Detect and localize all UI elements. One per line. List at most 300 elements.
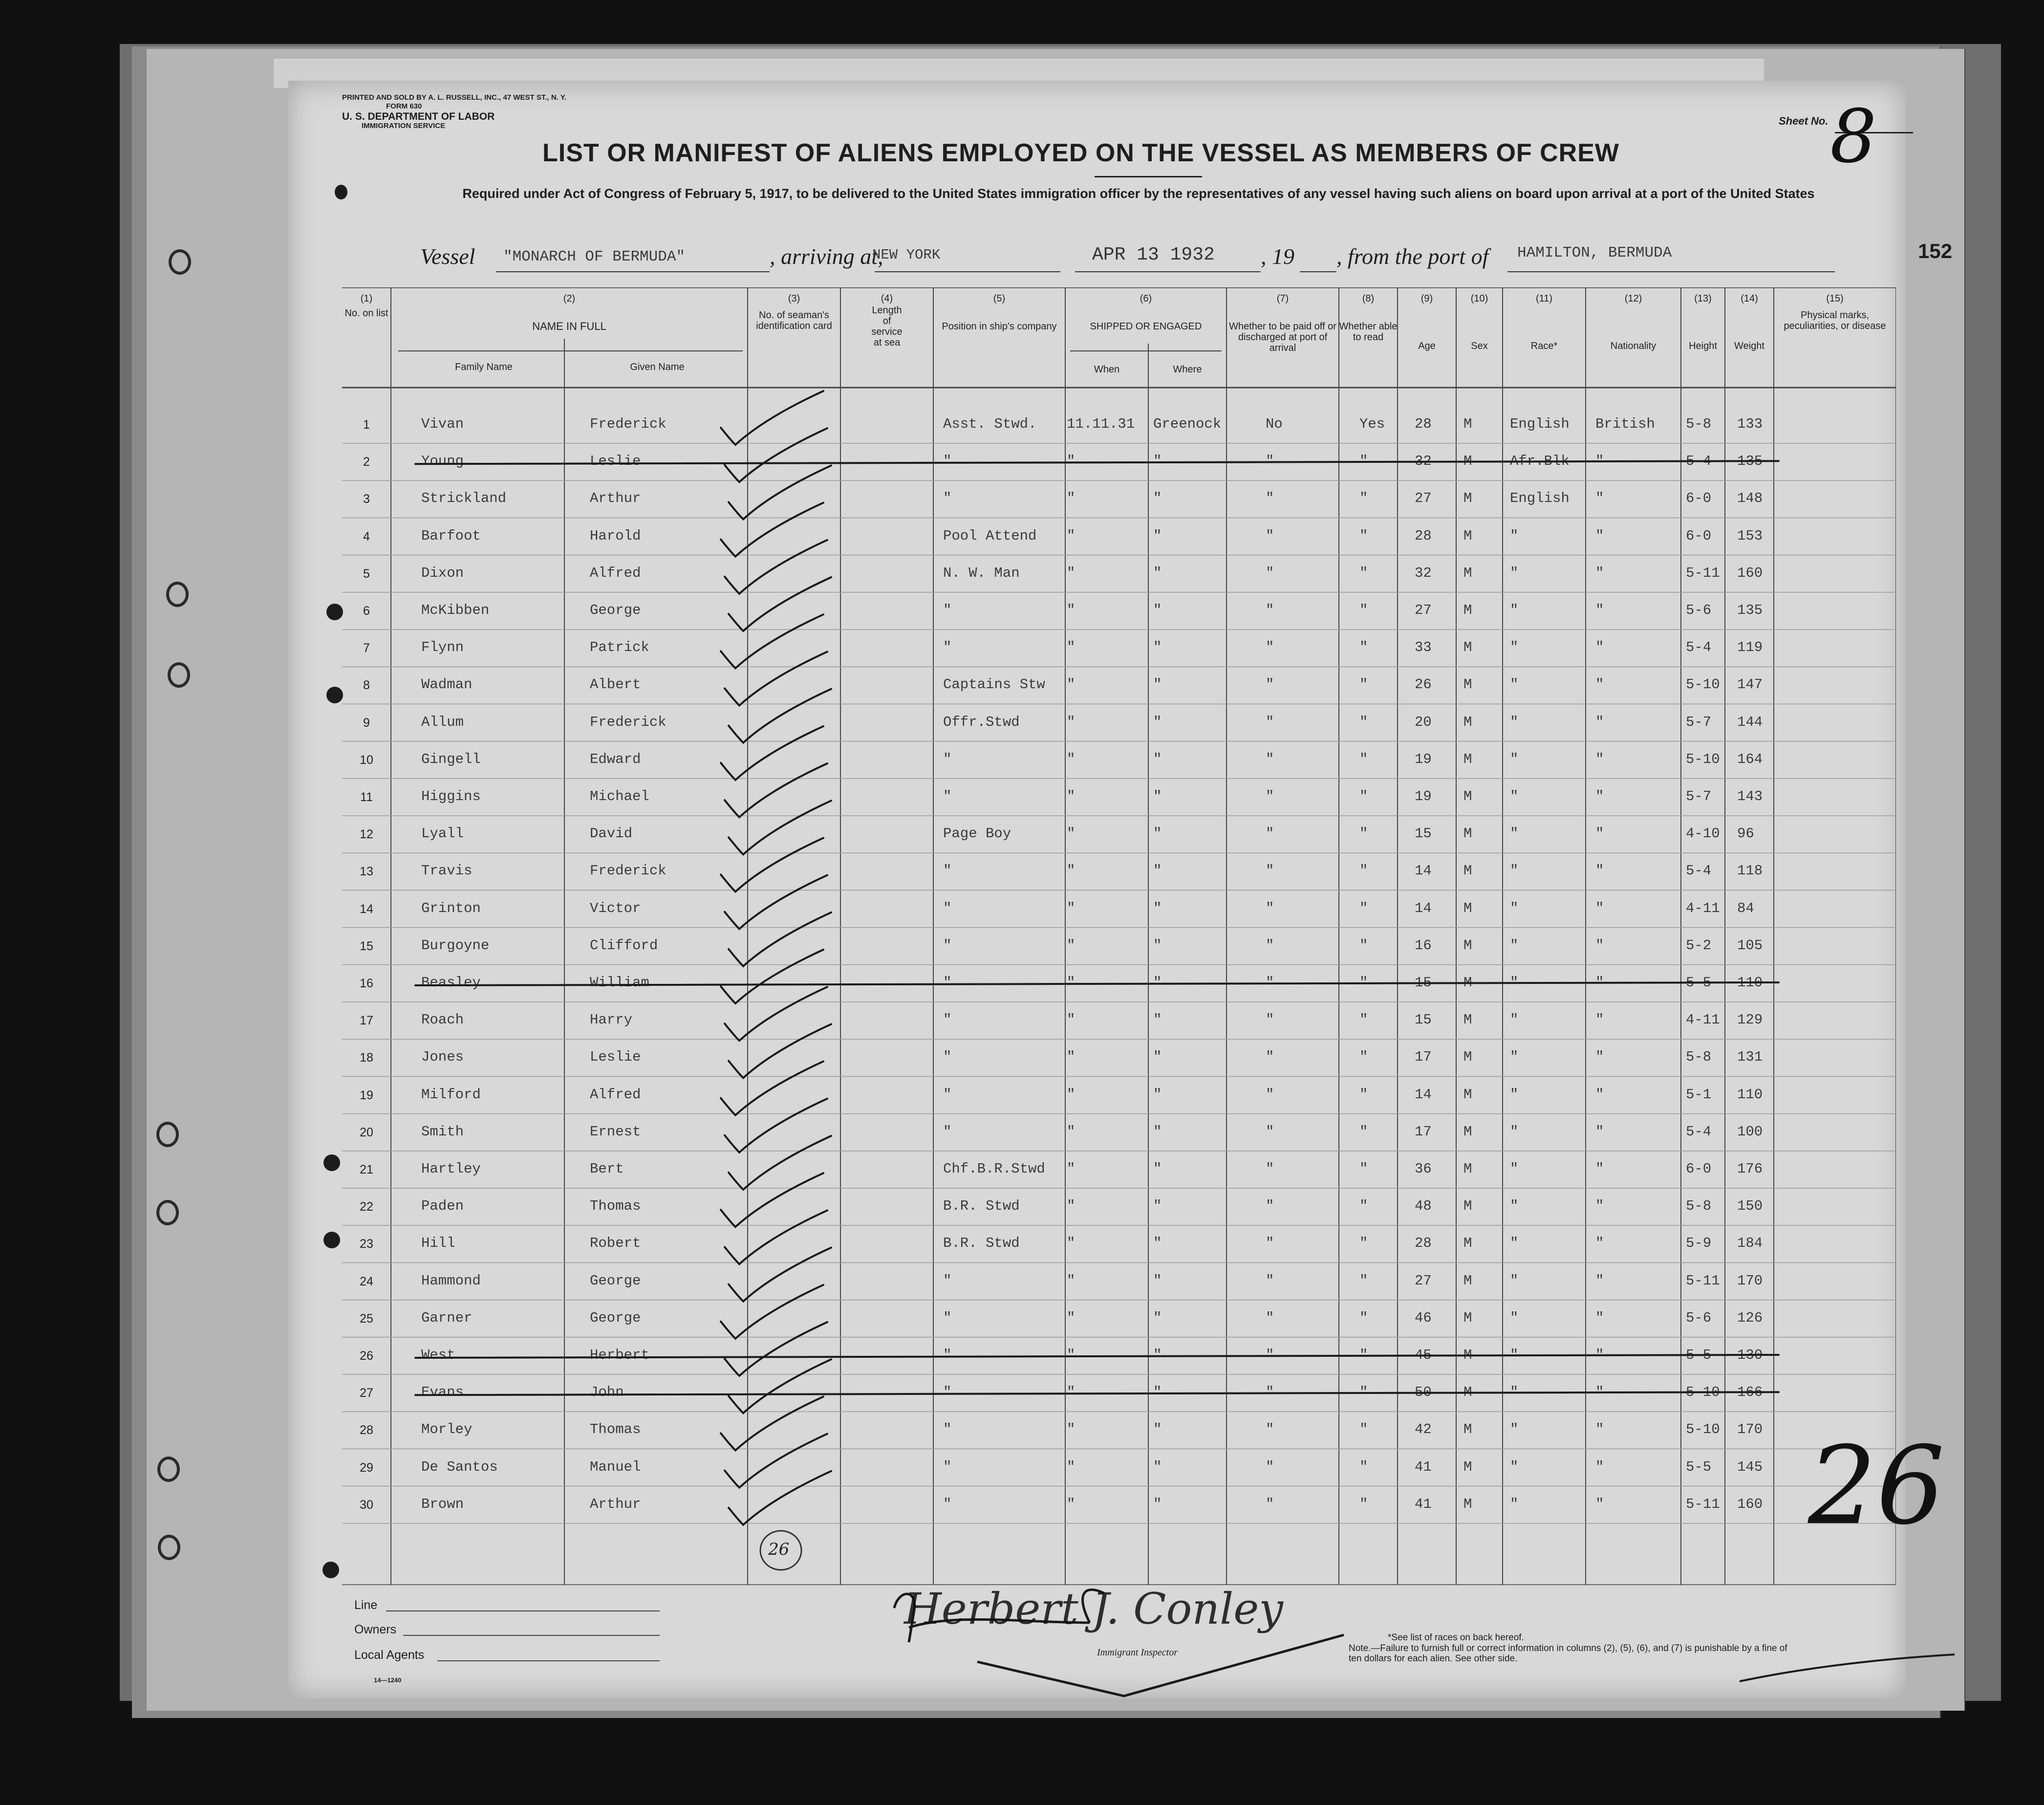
cell-when: ": [1067, 490, 1076, 507]
row-number: 20: [360, 1125, 373, 1139]
cell-position: ": [943, 751, 952, 767]
circled-count: 26: [768, 1540, 790, 1559]
cell-weight: 129: [1737, 1012, 1763, 1028]
cell-given: Arthur: [590, 490, 641, 507]
cell-nationality: ": [1595, 490, 1604, 507]
cell-paid: ": [1266, 826, 1274, 842]
cell-family: Gingell: [421, 751, 481, 767]
binder-ring-icon: [169, 249, 191, 275]
cell-age: 15: [1415, 826, 1432, 842]
cell-where: ": [1153, 565, 1162, 581]
cell-read: ": [1359, 602, 1368, 618]
cell-age: 28: [1415, 416, 1432, 432]
cell-family: Evans: [421, 1384, 464, 1401]
cell-read: ": [1359, 863, 1368, 879]
col-6-label: SHIPPED OR ENGAGED: [1090, 321, 1202, 332]
row-number: 5: [363, 566, 370, 581]
cell-read: ": [1359, 714, 1368, 730]
cell-when: ": [1067, 602, 1076, 618]
cell-weight: 135: [1737, 602, 1763, 618]
from-port: HAMILTON, BERMUDA: [1517, 244, 1672, 261]
cell-nationality: ": [1595, 937, 1604, 954]
cell-position: ": [943, 602, 952, 618]
cell-when: ": [1067, 1049, 1076, 1066]
cell-read: ": [1359, 900, 1368, 916]
cell-read: ": [1359, 1086, 1368, 1103]
col-15-label: Physical marks, peculiarities, or disease: [1784, 310, 1886, 331]
owners-label: Owners: [354, 1623, 397, 1636]
cell-weight: 130: [1737, 1347, 1763, 1363]
cell-family: Travis: [421, 863, 473, 879]
cell-given: Frederick: [590, 714, 667, 730]
cell-age: 26: [1415, 676, 1432, 693]
cell-race: English: [1510, 490, 1570, 507]
cell-height: 5-5: [1686, 1347, 1712, 1363]
family-name-header: Family Name: [455, 362, 513, 372]
cell-age: 28: [1415, 1235, 1432, 1252]
cell-race: ": [1510, 1235, 1519, 1252]
cell-given: Thomas: [590, 1421, 641, 1438]
title-rule: [1095, 176, 1202, 177]
cell-where: ": [1153, 676, 1162, 693]
cell-sex: M: [1463, 937, 1472, 954]
cell-paid: ": [1266, 751, 1274, 767]
cell-given: Arthur: [590, 1496, 641, 1512]
cell-position: ": [943, 453, 952, 470]
cell-when: ": [1067, 975, 1076, 991]
cell-when: 11.11.31: [1067, 416, 1135, 432]
cell-when: ": [1067, 1496, 1076, 1512]
cell-when: ": [1067, 937, 1076, 954]
cell-given: Herbert: [590, 1347, 649, 1363]
col-9-number: (9): [1420, 293, 1433, 304]
cell-family: Burgoyne: [421, 937, 490, 954]
cell-where: ": [1153, 1309, 1162, 1326]
cell-height: 5-11: [1686, 1496, 1720, 1512]
cell-family: Beasley: [421, 975, 481, 991]
cell-weight: 147: [1737, 676, 1763, 693]
cell-paid: ": [1266, 1347, 1274, 1363]
cell-family: Garner: [421, 1309, 473, 1326]
row-number: 17: [360, 1014, 373, 1028]
printer-line: PRINTED AND SOLD BY A. L. RUSSELL, INC., 47 WEST ST., N. Y.: [342, 93, 567, 102]
cell-height: 5-10: [1686, 1421, 1720, 1438]
cell-nationality: ": [1595, 1421, 1604, 1438]
cell-where: ": [1153, 1272, 1162, 1289]
cell-given: Patrick: [590, 639, 649, 656]
cell-where: ": [1153, 1384, 1162, 1401]
cell-sex: M: [1463, 453, 1472, 470]
cell-nationality: ": [1595, 676, 1604, 693]
cell-weight: 131: [1737, 1049, 1763, 1066]
cell-when: ": [1067, 1123, 1076, 1140]
cell-weight: 150: [1737, 1198, 1763, 1215]
col-7-header: [1226, 293, 1339, 353]
col-10-header: [1456, 293, 1503, 351]
row-number: 24: [360, 1274, 373, 1288]
binder-ring-icon: [166, 582, 189, 607]
cell-weight: 170: [1737, 1421, 1763, 1438]
cell-weight: 160: [1737, 1496, 1763, 1512]
cell-height: 5-4: [1686, 863, 1712, 879]
cell-read: ": [1359, 565, 1368, 581]
col-7-label: Whether to be paid off or discharged at port of arrival: [1229, 321, 1336, 353]
col-14-label: Weight: [1734, 341, 1764, 351]
cell-race: ": [1510, 1272, 1519, 1289]
cell-paid: ": [1266, 863, 1274, 879]
row-number: 16: [360, 977, 373, 990]
punch-hole-icon: [326, 687, 343, 703]
cell-age: 41: [1415, 1496, 1432, 1512]
cell-age: 32: [1415, 453, 1432, 470]
cell-family: Dixon: [421, 565, 464, 581]
row-number: 2: [363, 455, 370, 469]
cell-weight: 176: [1737, 1161, 1763, 1177]
cell-race: ": [1510, 975, 1519, 991]
cell-weight: 110: [1737, 1086, 1763, 1103]
cell-race: ": [1510, 714, 1519, 730]
cell-age: 19: [1415, 788, 1432, 805]
cell-height: 5-5: [1686, 1458, 1712, 1475]
cell-sex: M: [1463, 1496, 1472, 1512]
row-number: 21: [360, 1163, 373, 1176]
cell-height: 5-4: [1686, 639, 1712, 656]
cell-race: ": [1510, 602, 1519, 618]
cell-age: 28: [1415, 527, 1432, 544]
cell-sex: M: [1463, 602, 1472, 618]
cell-paid: No: [1266, 416, 1283, 432]
cell-race: ": [1510, 1012, 1519, 1028]
date-underline: [1075, 271, 1261, 272]
cell-sex: M: [1463, 416, 1472, 432]
cell-position: ": [943, 1496, 952, 1512]
row-number: 27: [360, 1386, 373, 1400]
cell-paid: ": [1266, 1384, 1274, 1401]
punch-hole-icon: [335, 185, 347, 199]
cell-sex: M: [1463, 1458, 1472, 1475]
cell-read: ": [1359, 1272, 1368, 1289]
cell-when: ": [1067, 1384, 1076, 1401]
cell-given: Albert: [590, 676, 641, 693]
cell-read: ": [1359, 676, 1368, 693]
cell-sex: M: [1463, 1049, 1472, 1066]
cell-paid: ": [1266, 676, 1274, 693]
cell-height: 4-10: [1686, 826, 1720, 842]
cell-nationality: ": [1595, 1458, 1604, 1475]
cell-nationality: ": [1595, 1384, 1604, 1401]
cell-family: Wadman: [421, 676, 473, 693]
cell-age: 17: [1415, 1123, 1432, 1140]
cell-read: ": [1359, 527, 1368, 544]
cell-paid: ": [1266, 900, 1274, 916]
cell-nationality: ": [1595, 1198, 1604, 1215]
from-label: , from the port of: [1336, 244, 1489, 269]
cell-position: ": [943, 1049, 952, 1066]
cell-family: McKibben: [421, 602, 490, 618]
cell-sex: M: [1463, 1384, 1472, 1401]
cell-nationality: ": [1595, 751, 1604, 767]
row-number: 29: [360, 1460, 373, 1475]
cell-sex: M: [1463, 900, 1472, 916]
cell-where: ": [1153, 751, 1162, 767]
cell-when: ": [1067, 639, 1076, 656]
cell-weight: 148: [1737, 490, 1763, 507]
cell-nationality: ": [1595, 863, 1604, 879]
cell-height: 5-4: [1686, 453, 1712, 470]
owners-underline: [403, 1635, 660, 1636]
cell-height: 4-11: [1686, 900, 1720, 916]
cell-paid: ": [1266, 1309, 1274, 1326]
cell-nationality: ": [1595, 1086, 1604, 1103]
cell-weight: 160: [1737, 565, 1763, 581]
given-name-header: Given Name: [630, 362, 685, 372]
col-14-header: [1725, 293, 1774, 351]
cell-read: ": [1359, 1347, 1368, 1363]
cell-race: ": [1510, 1347, 1519, 1363]
cell-paid: ": [1266, 639, 1274, 656]
cell-sex: M: [1463, 1421, 1472, 1438]
race-note: *See list of races on back hereof.: [1388, 1632, 1524, 1643]
penalty-note: Note.—Failure to furnish full or correct information in columns (2), (5), (6), and (7) is punishable by a fine of ten dollars for each alien. See other side.: [1349, 1643, 1787, 1664]
row-number: 7: [363, 641, 370, 655]
handwritten-total: 26: [1808, 1423, 1945, 1548]
cell-sex: M: [1463, 1272, 1472, 1289]
cell-given: George: [590, 1272, 641, 1289]
col-12-label: Nationality: [1610, 341, 1657, 351]
row-number: 13: [360, 865, 373, 879]
cell-race: ": [1510, 1049, 1519, 1066]
cell-weight: 96: [1737, 826, 1754, 842]
agents-underline: [437, 1660, 660, 1661]
cell-paid: ": [1266, 602, 1274, 618]
cell-race: ": [1510, 1384, 1519, 1401]
cell-read: ": [1359, 751, 1368, 767]
cell-when: ": [1067, 1161, 1076, 1177]
cell-given: Ernest: [590, 1123, 641, 1140]
cell-nationality: ": [1595, 1161, 1604, 1177]
cell-given: Alfred: [590, 565, 641, 581]
cell-race: ": [1510, 565, 1519, 581]
where-header: Where: [1173, 364, 1202, 375]
stamp-number: 152: [1918, 239, 1953, 262]
cell-family: Jones: [421, 1049, 464, 1066]
cell-when: ": [1067, 826, 1076, 842]
cell-family: Milford: [421, 1086, 481, 1103]
cell-position: ": [943, 900, 952, 916]
cell-where: ": [1153, 1235, 1162, 1252]
cell-paid: ": [1266, 1272, 1274, 1289]
cell-when: ": [1067, 453, 1076, 470]
cell-paid: ": [1266, 1421, 1274, 1438]
cell-given: George: [590, 1309, 641, 1326]
crew-table: [342, 287, 1896, 1585]
cell-age: 14: [1415, 900, 1432, 916]
cell-where: ": [1153, 1458, 1162, 1475]
cell-weight: 84: [1737, 900, 1754, 916]
cell-read: ": [1359, 1309, 1368, 1326]
col-6-header: [1065, 293, 1226, 332]
cell-age: 20: [1415, 714, 1432, 730]
cell-nationality: ": [1595, 1272, 1604, 1289]
cell-height: 5-10: [1686, 1384, 1720, 1401]
arriving-port: NEW YORK: [872, 247, 941, 263]
col-5-number: (5): [993, 293, 1006, 304]
table-grid: [342, 287, 1896, 1585]
cell-paid: ": [1266, 1235, 1274, 1252]
cell-race: ": [1510, 863, 1519, 879]
cell-sex: M: [1463, 565, 1472, 581]
when-header: When: [1094, 364, 1120, 375]
cell-nationality: ": [1595, 1049, 1604, 1066]
cell-given: Alfred: [590, 1086, 641, 1103]
cell-sex: M: [1463, 527, 1472, 544]
cell-nationality: British: [1595, 416, 1655, 432]
vessel-label: Vessel: [420, 244, 475, 269]
cell-height: 5-8: [1686, 1198, 1712, 1215]
cell-height: 5-6: [1686, 602, 1712, 618]
row-number: 23: [360, 1237, 373, 1251]
cell-read: Yes: [1359, 416, 1385, 432]
cell-when: ": [1067, 1272, 1076, 1289]
row-number: 14: [360, 902, 373, 916]
cell-read: ": [1359, 1049, 1368, 1066]
col-11-header: [1503, 293, 1586, 351]
cell-when: ": [1067, 565, 1076, 581]
cell-age: 27: [1415, 490, 1432, 507]
arriving-label: , arriving at,: [770, 244, 883, 269]
date-stamp: APR 13 1932: [1092, 244, 1215, 265]
cell-position: ": [943, 1384, 952, 1401]
cell-when: ": [1067, 1012, 1076, 1028]
cell-when: ": [1067, 863, 1076, 879]
cell-position: ": [943, 1421, 952, 1438]
cell-family: De Santos: [421, 1458, 498, 1475]
cell-paid: ": [1266, 490, 1274, 507]
cell-where: ": [1153, 453, 1162, 470]
cell-height: 6-0: [1686, 1161, 1712, 1177]
cell-age: 48: [1415, 1198, 1432, 1215]
col-15-header: [1774, 293, 1896, 331]
cell-sex: M: [1463, 751, 1472, 767]
cell-nationality: ": [1595, 1012, 1604, 1028]
cell-age: 14: [1415, 863, 1432, 879]
cell-family: West: [421, 1347, 455, 1363]
cell-position: ": [943, 1309, 952, 1326]
cell-paid: ": [1266, 1496, 1274, 1512]
cell-position: Page Boy: [943, 826, 1011, 842]
cell-weight: 164: [1737, 751, 1763, 767]
col-13-label: Height: [1689, 341, 1717, 351]
cell-height: 5-6: [1686, 1309, 1712, 1326]
cell-position: N. W. Man: [943, 565, 1020, 581]
cell-nationality: ": [1595, 602, 1604, 618]
col-9-label: Age: [1418, 341, 1436, 351]
cell-read: ": [1359, 826, 1368, 842]
col-8-header: [1339, 293, 1398, 343]
cell-given: William: [590, 975, 649, 991]
arriving-underline: [875, 271, 1060, 272]
cell-read: ": [1359, 975, 1368, 991]
cell-paid: ": [1266, 453, 1274, 470]
cell-nationality: ": [1595, 826, 1604, 842]
cell-where: ": [1153, 602, 1162, 618]
cell-position: Offr.Stwd: [943, 714, 1020, 730]
cell-race: ": [1510, 1086, 1519, 1103]
punch-hole-icon: [326, 604, 343, 620]
cell-sex: M: [1463, 1012, 1472, 1028]
cell-height: 5-2: [1686, 937, 1712, 954]
cell-when: ": [1067, 714, 1076, 730]
cell-nationality: ": [1595, 788, 1604, 805]
cell-position: Asst. Stwd.: [943, 416, 1037, 432]
cell-sex: M: [1463, 1161, 1472, 1177]
binder-ring-icon: [156, 1122, 179, 1147]
cell-sex: M: [1463, 863, 1472, 879]
cell-position: Pool Attend: [943, 527, 1037, 544]
row-number: 9: [363, 716, 370, 730]
col-13-header: [1681, 293, 1725, 351]
col-1-number: (1): [360, 293, 373, 304]
punch-hole-icon: [323, 1154, 340, 1171]
cell-read: ": [1359, 639, 1368, 656]
vessel-name: "MONARCH OF BERMUDA": [503, 248, 686, 265]
cell-family: Hill: [421, 1235, 455, 1252]
cell-nationality: ": [1595, 1347, 1604, 1363]
cell-sex: M: [1463, 788, 1472, 805]
cell-where: ": [1153, 863, 1162, 879]
cell-race: ": [1510, 1198, 1519, 1215]
col-4-number: (4): [881, 293, 893, 304]
cell-sex: M: [1463, 1123, 1472, 1140]
cell-when: ": [1067, 900, 1076, 916]
cell-height: 5-11: [1686, 1272, 1720, 1289]
cell-position: ": [943, 788, 952, 805]
col-2-label: NAME IN FULL: [532, 320, 606, 332]
vessel-underline: [496, 271, 770, 272]
row-number: 28: [360, 1423, 373, 1437]
cell-where: ": [1153, 1347, 1162, 1363]
cell-height: 5-5: [1686, 975, 1712, 991]
cell-height: 5-9: [1686, 1235, 1712, 1252]
cell-weight: 135: [1737, 453, 1763, 470]
cell-family: Smith: [421, 1123, 464, 1140]
cell-family: Strickland: [421, 490, 507, 507]
cell-weight: 133: [1737, 416, 1763, 432]
row-number: 15: [360, 939, 373, 953]
cell-paid: ": [1266, 714, 1274, 730]
cell-race: ": [1510, 1421, 1519, 1438]
cell-height: 5-7: [1686, 788, 1712, 805]
cell-where: ": [1153, 1496, 1162, 1512]
cell-where: ": [1153, 1086, 1162, 1103]
cell-race: ": [1510, 1123, 1519, 1140]
col-5-header: [933, 293, 1065, 332]
cell-given: Frederick: [590, 863, 667, 879]
cell-read: ": [1359, 1235, 1368, 1252]
cell-read: ": [1359, 788, 1368, 805]
col-3-label: No. of seaman's identification card: [756, 310, 832, 331]
cell-weight: 153: [1737, 527, 1763, 544]
cell-height: 5-4: [1686, 1123, 1712, 1140]
col-12-header: [1586, 293, 1681, 351]
col-13-number: (13): [1694, 293, 1712, 304]
line-label: Line: [354, 1598, 378, 1612]
sheet-label: Sheet No.: [1779, 115, 1829, 127]
cell-position: ": [943, 639, 952, 656]
row-number: 30: [360, 1498, 373, 1512]
cell-race: ": [1510, 1161, 1519, 1177]
form-code: 14—1240: [374, 1676, 402, 1684]
